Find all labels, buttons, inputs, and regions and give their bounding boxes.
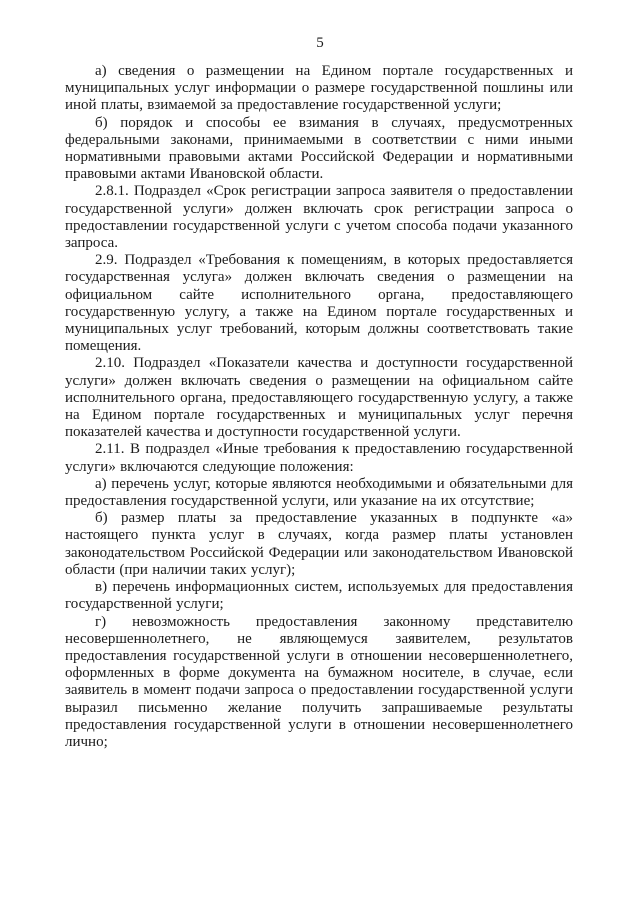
document-body bbox=[65, 63, 573, 751]
paragraph-subitem-b: б) порядок и способы ее взимания в случаях, предусмотренных федеральными законами, принимаемыми в соответствии с ними иными нормативными правовыми актами Российской Федерации и нормативными правовыми актами Ивановской области. bbox=[65, 114, 573, 183]
page-number: 5 bbox=[316, 35, 324, 51]
paragraph-clause-2-11: 2.11. В подраздел «Иные требования к предоставлению государственной услуги» включаются следующие положения: bbox=[65, 441, 573, 475]
paragraph-subitem-g: г) невозможность предоставления законному представителю несовершеннолетнего, не являющемуся заявителем, результатов предоставления государственной услуги в отношении несовершеннолетнего, оформленных в форме документа на бумажном носителе, в случае, если заявитель в момент подачи запроса о предоставлении государственной услуги выразил письменно желание получить запрашиваемые результаты предоставления государственной услуги в отношении несовершеннолетнего лично; bbox=[65, 613, 573, 750]
paragraph-subitem-b2: б) размер платы за предоставление указанных в подпункте «а» настоящего пункта услуг в случаях, когда размер платы установлен законодательством Российской Федерации или законодательством Ивановской области (при наличии таких услуг); bbox=[65, 510, 573, 578]
paragraph-clause-2-8-1: 2.8.1. Подраздел «Срок регистрации запроса заявителя о предоставлении государственной услуги» должен включать срок регистрации запроса о предоставлении государственной услуги с учетом способа подачи указанного запроса. bbox=[65, 183, 573, 252]
paragraph-subitem-a2: а) перечень услуг, которые являются необходимыми и обязательными для предоставления государственной услуги, или указание на их отсутствие; bbox=[65, 475, 573, 510]
paragraph-clause-2-10: 2.10. Подраздел «Показатели качества и доступности государственной услуги» должен включать сведения о размещении на официальном сайте исполнительного органа, предоставляющего государственную услугу, а также на Едином портале государственных и муниципальных услуг перечня показателей качества и доступности государственной услуги. bbox=[65, 355, 573, 441]
paragraph-subitem-a: а) сведения о размещении на Едином портале государственных и муниципальных услуг информации о размере государственной пошлины или иной платы, взимаемой за предоставление государственной услуги; bbox=[65, 63, 573, 114]
paragraph-clause-2-9: 2.9. Подраздел «Требования к помещениям, в которых предоставляется государственная услуга» должен включать сведения о размещении на официальном сайте исполнительного органа, предоставляющего государственную услугу, а также на Едином портале государственных и муниципальных услуг требований, которым должны соответствовать такие помещения. bbox=[65, 252, 573, 355]
paragraph-subitem-v: в) перечень информационных систем, используемых для предоставления государственной услуги; bbox=[65, 579, 573, 613]
